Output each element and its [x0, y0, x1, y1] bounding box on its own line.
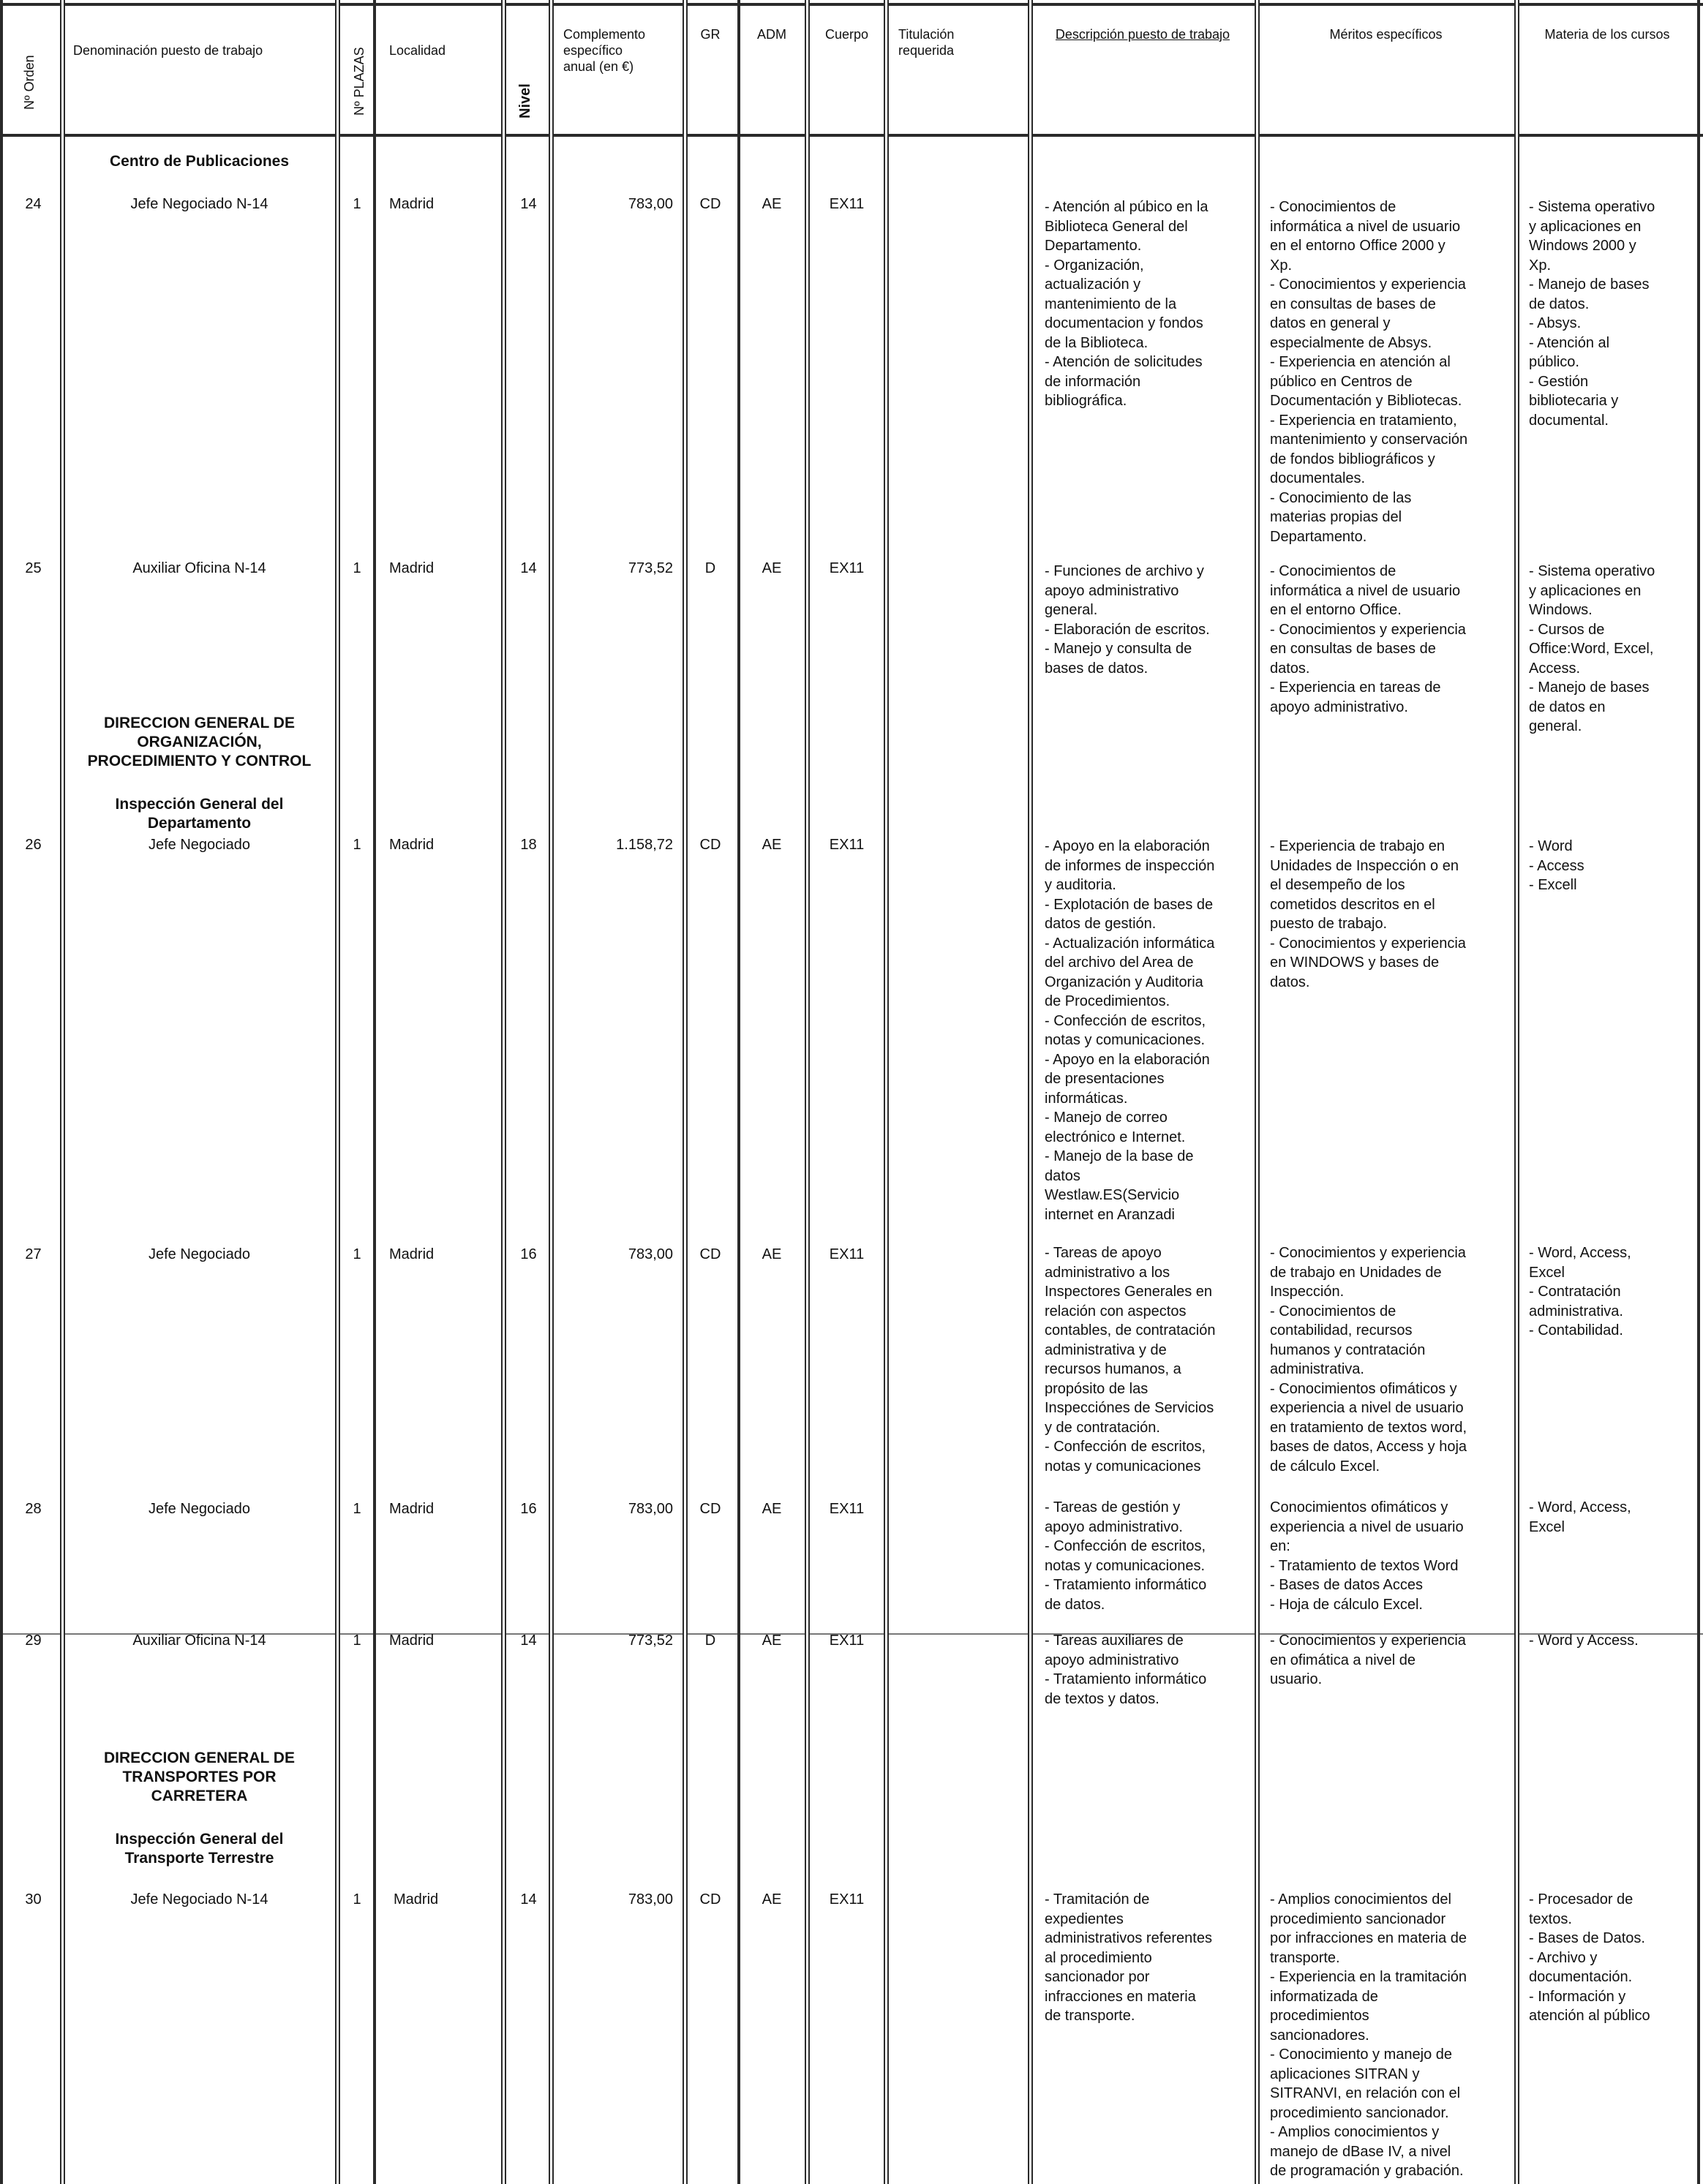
cell-meritos: Conocimientos ofimáticos y experiencia a nivel de usuario en: - Tratamiento de textos Word - Bases de datos Acces - Hoja de cálculo Excel. — [1270, 1499, 1464, 1613]
col-divider — [884, 0, 889, 2184]
cell-cuerpo: EX11 — [829, 1891, 865, 1908]
col-divider — [501, 0, 506, 2184]
table-top-border — [0, 3, 1703, 6]
cell-complemento: 1.158,72 — [616, 837, 673, 853]
cell-nivel: 16 — [520, 1501, 537, 1517]
cell-cuerpo: EX11 — [829, 196, 865, 212]
cell-nivel: 14 — [520, 1891, 537, 1908]
cell-materia: - Word y Access. — [1529, 1633, 1639, 1649]
cell-descripcion: - Tareas de gestión y apoyo administrativo. - Confección de escritos, notas y comunicaciones. - Tratamiento informático de datos. — [1045, 1499, 1207, 1613]
cell-gr: D — [704, 1633, 716, 1649]
cell-cuerpo: EX11 — [829, 1246, 865, 1262]
cell-plazas: 1 — [353, 1891, 361, 1908]
cell-materia: - Word - Access - Excell — [1529, 838, 1584, 893]
cell-adm: AE — [762, 196, 782, 212]
header-adm: ADM — [757, 27, 786, 42]
cell-meritos: - Amplios conocimientos del procedimiento sancionador por infracciones en materia de transporte. - Experiencia en la tramitación informatizada de procedimientos sancionadores. - Conocimiento y manejo de aplicaciones SITRAN y SITRANVI, en relación con el procedimiento sancionador. - Amplios conocimientos y manejo de dBase IV, a nivel de programación y grabación. — [1270, 1891, 1467, 2179]
cell-complemento: 783,00 — [628, 196, 673, 212]
header-bottom-border — [0, 134, 1703, 137]
cell-materia: - Word, Access, Excel - Contratación administrativa. - Contabilidad. — [1529, 1245, 1631, 1338]
col-divider — [373, 0, 376, 2184]
header-descripcion: Descripción puesto de trabajo — [1055, 27, 1230, 42]
cell-cuerpo: EX11 — [829, 1633, 865, 1649]
section-heading: Centro de Publicaciones — [109, 153, 290, 170]
cell-complemento: 773,52 — [628, 560, 673, 576]
cell-complemento: 783,00 — [628, 1246, 673, 1262]
cell-complemento: 783,00 — [628, 1891, 673, 1908]
cell-nivel: 16 — [520, 1246, 537, 1262]
section-heading: DIRECCION GENERAL DE ORGANIZACIÓN, PROCEDIMIENTO Y CONTROL — [87, 715, 312, 769]
cell-denominacion: Jefe Negociado N-14 — [130, 196, 268, 212]
header-plazas: Nº PLAZAS — [352, 47, 366, 116]
header-denominacion: Denominación puesto de trabajo — [73, 43, 263, 58]
cell-gr: CD — [699, 196, 721, 212]
cell-gr: CD — [699, 1246, 721, 1262]
header-titulacion: Titulación requerida — [898, 27, 955, 58]
cell-localidad: Madrid — [389, 837, 435, 853]
header-nivel: Nivel — [517, 83, 533, 118]
cell-descripcion: - Atención al púbico en la Biblioteca General del Departamento. - Organización, actualización y mantenimiento de la documentacion y fondos de la Biblioteca. - Atención de solicitudes de información bibliográfica. — [1045, 199, 1208, 409]
cell-materia: - Sistema operativo y aplicaciones en Windows 2000 y Xp. - Manejo de bases de datos. - Absys. - Atención al público. - Gestión bibliotecaria y documental. — [1529, 199, 1655, 429]
header-cuerpo: Cuerpo — [824, 27, 869, 42]
section-heading: Inspección General del Departamento — [115, 796, 284, 832]
header-gr: GR — [700, 27, 721, 42]
cell-plazas: 1 — [353, 1501, 361, 1517]
header-materia: Materia de los cursos — [1544, 27, 1670, 42]
col-divider — [1697, 0, 1700, 2184]
cell-gr: CD — [699, 1891, 721, 1908]
cell-cuerpo: EX11 — [829, 837, 865, 853]
header-meritos: Méritos específicos — [1329, 27, 1443, 42]
cell-plazas: 1 — [353, 196, 361, 212]
cell-localidad: Madrid — [389, 1501, 435, 1517]
cell-nivel: 14 — [520, 560, 537, 576]
cell-gr: CD — [699, 1501, 721, 1517]
cell-plazas: 1 — [353, 1246, 361, 1262]
col-divider — [1255, 0, 1260, 2184]
cell-descripcion: - Tareas auxiliares de apoyo administrativo - Tratamiento informático de textos y datos. — [1045, 1633, 1207, 1707]
cell-orden: 25 — [25, 560, 42, 576]
cell-orden: 28 — [25, 1501, 42, 1517]
cell-plazas: 1 — [353, 1633, 361, 1649]
cell-cuerpo: EX11 — [829, 1501, 865, 1517]
col-divider — [549, 0, 554, 2184]
col-divider — [737, 0, 740, 2184]
header-complemento: Complemento específico anual (en €) — [563, 27, 646, 74]
cell-adm: AE — [762, 1246, 782, 1262]
cell-descripcion: - Funciones de archivo y apoyo administrativo general. - Elaboración de escritos. - Manejo y consulta de bases de datos. — [1045, 563, 1210, 677]
cell-meritos: - Conocimientos y experiencia en ofimática a nivel de usuario. — [1270, 1633, 1466, 1687]
col-divider — [0, 0, 3, 2184]
cell-denominacion: Jefe Negociado — [149, 837, 250, 853]
cell-orden: 27 — [25, 1246, 42, 1262]
cell-nivel: 18 — [520, 837, 537, 853]
cell-adm: AE — [762, 1501, 782, 1517]
cell-nivel: 14 — [520, 1633, 537, 1649]
cell-localidad: Madrid — [389, 1246, 435, 1262]
cell-localidad: Madrid — [389, 560, 435, 576]
cell-materia: - Word, Access, Excel — [1529, 1499, 1631, 1535]
cell-complemento: 783,00 — [628, 1501, 673, 1517]
cell-descripcion: - Apoyo en la elaboración de informes de inspección y auditoria. - Explotación de bases de datos de gestión. - Actualización informática del archivo del Area de Organización y Auditoria de Procedimientos. - Confección de escritos, notas y comunicaciones. - Apoyo en la elaboración de presentaciones informáticas. - Manejo de correo electrónico e Internet. - Manejo de la base de datos Westlaw.ES(Servicio internet en Aranzadi — [1045, 838, 1215, 1223]
col-divider — [1028, 0, 1033, 2184]
cell-complemento: 773,52 — [628, 1633, 673, 1649]
cell-nivel: 14 — [520, 196, 537, 212]
cell-descripcion: - Tareas de apoyo administrativo a los Inspectores Generales en relación con aspectos contables, de contratación administrativa y de recursos humanos, a propósito de las Inspecciónes de Servicios y de contratación. - Confección de escritos, notas y comunicaciones — [1045, 1245, 1216, 1475]
section-heading: Inspección General del Transporte Terrestre — [115, 1831, 284, 1867]
cell-localidad: Madrid — [389, 196, 435, 212]
cell-denominacion: Jefe Negociado N-14 — [130, 1891, 268, 1908]
cell-orden: 30 — [25, 1891, 42, 1908]
cell-adm: AE — [762, 837, 782, 853]
cell-materia: - Sistema operativo y aplicaciones en Windows. - Cursos de Office:Word, Excel, Access. - Manejo de bases de datos en general. — [1529, 563, 1655, 734]
cell-plazas: 1 — [353, 837, 361, 853]
cell-orden: 26 — [25, 837, 42, 853]
col-divider — [60, 0, 65, 2184]
cell-localidad: Madrid — [389, 1633, 435, 1649]
section-heading: DIRECCION GENERAL DE TRANSPORTES POR CARRETERA — [104, 1750, 295, 1804]
cell-cuerpo: EX11 — [829, 560, 865, 576]
header-localidad: Localidad — [389, 43, 446, 58]
cell-orden: 29 — [25, 1633, 42, 1649]
cell-meritos: - Conocimientos de informática a nivel de usuario en el entorno Office 2000 y Xp. - Conocimientos y experiencia en consultas de bases de datos en general y especialmente de Absys. - Experiencia en atención al público en Centros de Documentación y Bibliotecas. - Experiencia en tratamiento, mantenimiento y conservación de fondos bibliográficos y documentales. - Conocimiento de las materias propias del Departamento. — [1270, 199, 1468, 545]
cell-adm: AE — [762, 1891, 782, 1908]
cell-orden: 24 — [25, 196, 42, 212]
col-divider — [335, 0, 340, 2184]
cell-denominacion: Auxiliar Oficina N-14 — [132, 1633, 266, 1649]
cell-gr: CD — [699, 837, 721, 853]
cell-plazas: 1 — [353, 560, 361, 576]
cell-denominacion: Auxiliar Oficina N-14 — [132, 560, 266, 576]
cell-denominacion: Jefe Negociado — [149, 1246, 250, 1262]
cell-gr: D — [704, 560, 716, 576]
col-divider — [1514, 0, 1519, 2184]
cell-localidad: Madrid — [394, 1891, 439, 1908]
cell-materia: - Procesador de textos. - Bases de Datos. - Archivo y documentación. - Información y atención al público — [1529, 1891, 1650, 2024]
cell-adm: AE — [762, 560, 782, 576]
cell-denominacion: Jefe Negociado — [149, 1501, 250, 1517]
cell-descripcion: - Tramitación de expedientes administrativos referentes al procedimiento sancionador por infracciones en materia de transporte. — [1045, 1891, 1212, 2024]
cell-meritos: - Conocimientos de informática a nivel de usuario en el entorno Office. - Conocimientos y experiencia en consultas de bases de datos. - Experiencia en tareas de apoyo administrativo. — [1270, 563, 1466, 715]
col-divider — [805, 0, 810, 2184]
cell-meritos: - Conocimientos y experiencia de trabajo en Unidades de Inspección. - Conocimientos de contabilidad, recursos humanos y contratación administrativa. - Conocimientos ofimáticos y experiencia a nivel de usuario en tratamiento de textos word, bases de datos, Access y hoja de cálculo Excel. — [1270, 1245, 1467, 1475]
cell-meritos: - Experiencia de trabajo en Unidades de Inspección o en el desempeño de los cometidos descritos en el puesto de trabajo. - Conocimientos y experiencia en WINDOWS y bases de datos. — [1270, 838, 1466, 990]
col-divider — [683, 0, 688, 2184]
cell-adm: AE — [762, 1633, 782, 1649]
header-orden: Nº Orden — [22, 55, 37, 110]
